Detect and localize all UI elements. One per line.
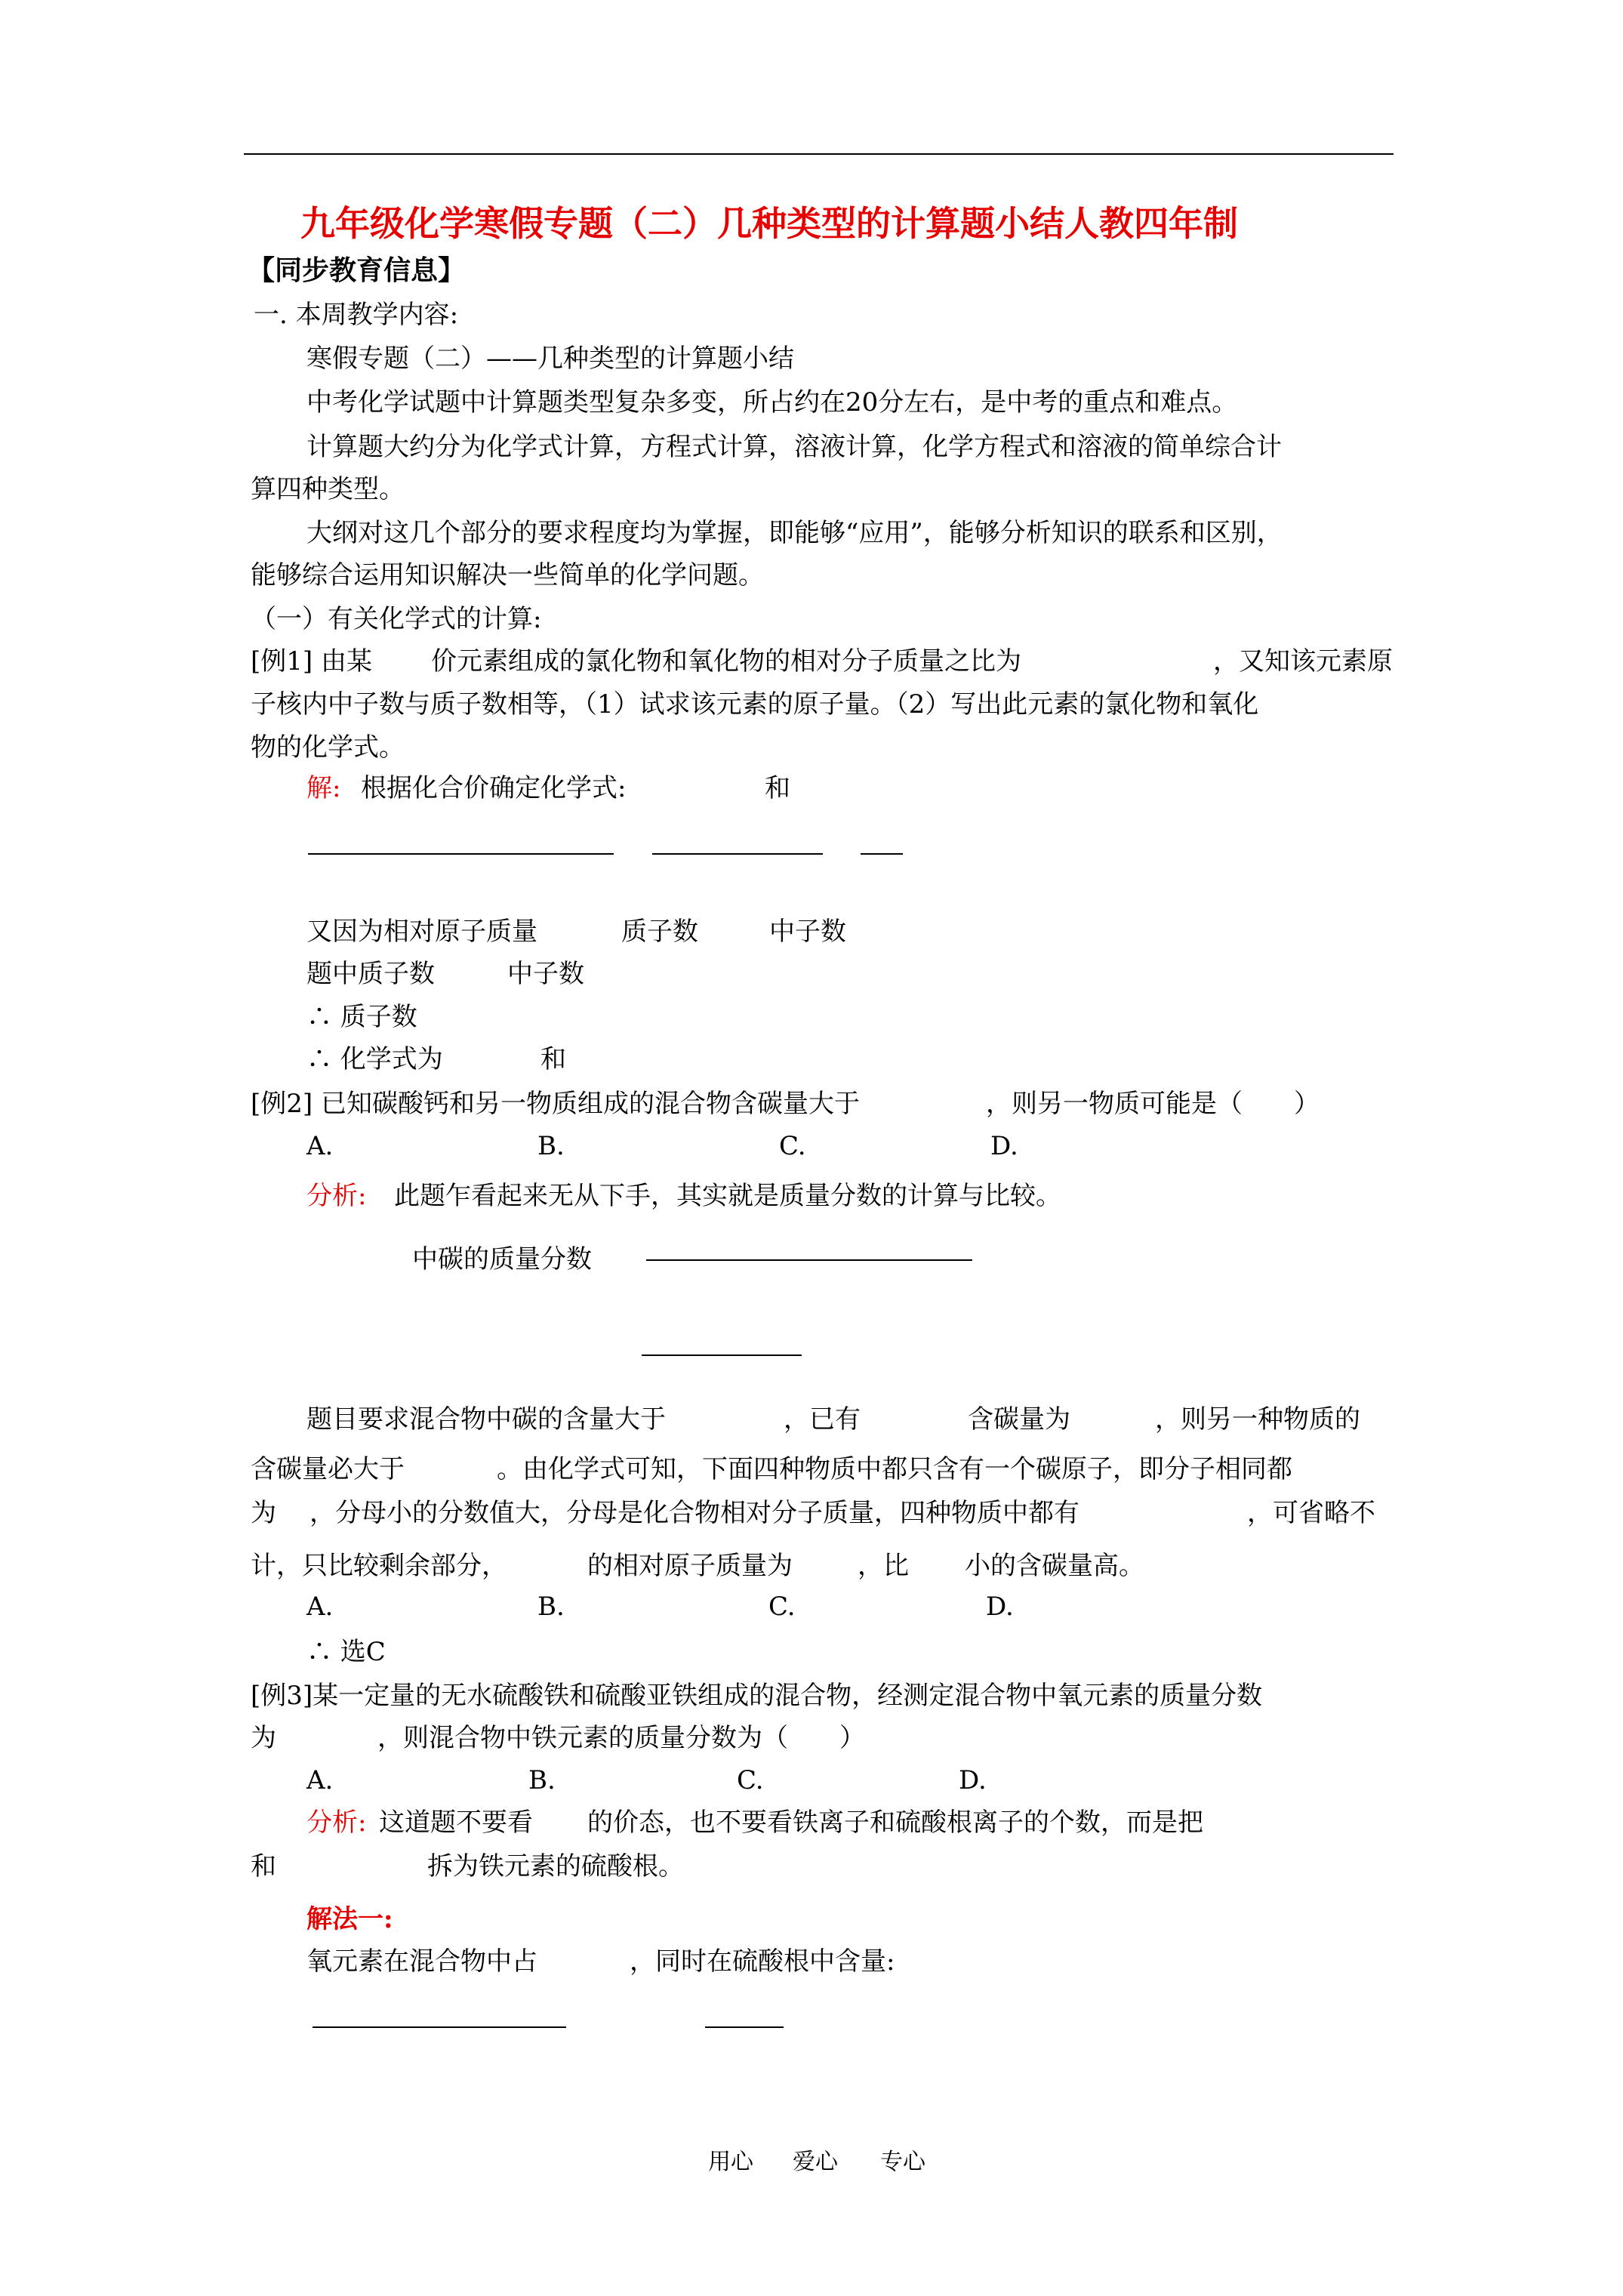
reason-line1: 又因为相对原子质量 <box>306 917 537 947</box>
subsection-heading: （一）有关化学式的计算: <box>251 604 542 634</box>
example2-para2a: 含碳量必大于 <box>251 1454 405 1484</box>
topic-line: 寒假专题（二）——几种类型的计算题小结 <box>306 344 794 374</box>
analysis-text: 此题乍看起来无从下手，其实就是质量分数的计算与比较。 <box>394 1181 1061 1211</box>
example3-line2a: 为 <box>251 1723 276 1753</box>
example2-para4c: ，比 <box>858 1551 909 1581</box>
page-title: 九年级化学寒假专题（二）几种类型的计算题小结人教四年制 <box>300 203 1238 244</box>
analysis-text-a: 这道题不要看 <box>379 1808 533 1838</box>
intro-paragraph-3b: 能够综合运用知识解决一些简单的化学问题。 <box>251 560 764 590</box>
option-b: B. <box>537 1592 565 1622</box>
example2-para1d: ，则另一种物质的 <box>1155 1404 1360 1435</box>
fraction-bar <box>705 2026 784 2028</box>
header-rule <box>244 153 1394 155</box>
option-c: C. <box>768 1592 796 1622</box>
reason-line1c: 中子数 <box>769 917 846 947</box>
analysis-label: 分析: <box>306 1181 367 1211</box>
solution-line1: 根据化合价确定化学式: <box>361 773 627 803</box>
fraction-bar <box>308 853 614 855</box>
intro-paragraph-1: 中考化学试题中计算题类型复杂多变，所占约在20分左右，是中考的重点和难点。 <box>306 387 1238 418</box>
carbon-fraction-label: 中碳的质量分数 <box>412 1244 592 1274</box>
analysis-text-b: 的价态，也不要看铁离子和硫酸根离子的个数，而是把 <box>587 1808 1203 1838</box>
option-d: D. <box>986 1592 1014 1622</box>
solution-method-label: 解法一: <box>306 1904 393 1934</box>
footer-word-1: 用心 <box>708 2149 753 2175</box>
solution-label: 解: <box>306 773 341 803</box>
example1-line1a: [例1] 由某 <box>251 646 372 676</box>
fraction-bar <box>861 853 903 855</box>
example2-line1a: [例2] 已知碳酸钙和另一物质组成的混合物含碳量大于 <box>251 1089 860 1119</box>
info-heading: 【同步教育信息】 <box>248 254 466 286</box>
analysis-label: 分析: <box>306 1808 367 1838</box>
example2-answer: ∴ 选C <box>306 1637 386 1667</box>
example1-line1c: ，又知该元素原 <box>1213 646 1393 676</box>
intro-paragraph-2a: 计算题大约分为化学式计算，方程式计算，溶液计算，化学方程式和溶液的简单综合计 <box>306 432 1282 462</box>
example2-para3a: 为 <box>251 1498 276 1528</box>
solution-line1a: 氧元素在混合物中占 <box>306 1946 537 1977</box>
option-d: D. <box>990 1131 1018 1161</box>
example1-line1b: 价元素组成的氯化物和氧化物的相对分子质量之比为 <box>431 646 1021 676</box>
example2-para3c: ，可省略不 <box>1247 1498 1375 1528</box>
option-a: A. <box>306 1765 334 1795</box>
option-b: B. <box>537 1131 565 1161</box>
option-d: D. <box>959 1765 987 1795</box>
reason-line1b: 质子数 <box>621 917 698 947</box>
example2-para3b: ，分母小的分数值大，分母是化合物相对分子质量，四种物质中都有 <box>310 1498 1079 1528</box>
reason-line2b: 中子数 <box>507 959 584 989</box>
option-c: C. <box>737 1765 764 1795</box>
fraction-bar <box>646 1259 972 1261</box>
intro-paragraph-2b: 算四种类型。 <box>251 474 405 504</box>
reason-line4b: 和 <box>540 1044 566 1074</box>
example2-para1b: ，已有 <box>784 1404 861 1435</box>
fraction-bar <box>313 2026 566 2028</box>
example1-line3: 物的化学式。 <box>251 732 405 763</box>
example2-para4d: 小的含碳量高。 <box>965 1551 1144 1581</box>
fraction-bar <box>652 853 823 855</box>
example3-line1: [例3]某一定量的无水硫酸铁和硫酸亚铁组成的混合物，经测定混合物中氧元素的质量分数 <box>251 1681 1263 1711</box>
example1-line2: 子核内中子数与质子数相等，（1）试求该元素的原子量。（2）写出此元素的氯化物和氧化 <box>251 689 1259 720</box>
reason-line3: ∴ 质子数 <box>306 1002 417 1032</box>
example2-para2b: 。由化学式可知，下面四种物质中都只含有一个碳原子，即分子相同都 <box>497 1454 1292 1484</box>
example2-para4a: 计，只比较剩余部分， <box>251 1551 507 1581</box>
footer-word-3: 专心 <box>880 2149 925 2175</box>
option-c: C. <box>779 1131 806 1161</box>
example2-para1a: 题目要求混合物中碳的含量大于 <box>306 1404 666 1435</box>
fraction-bar <box>642 1354 802 1356</box>
option-b: B. <box>528 1765 556 1795</box>
example2-para4b: 的相对原子质量为 <box>587 1551 793 1581</box>
example3-line2b: ，则混合物中铁元素的质量分数为（ ） <box>377 1723 865 1753</box>
footer-word-2: 爱心 <box>793 2149 838 2175</box>
option-a: A. <box>306 1131 334 1161</box>
section-heading: 一. 本周教学内容: <box>254 300 459 330</box>
reason-line2: 题中质子数 <box>306 959 435 989</box>
analysis-text-2b: 拆为铁元素的硫酸根。 <box>427 1851 684 1881</box>
solution-and: 和 <box>765 773 790 803</box>
analysis-text-2a: 和 <box>251 1851 276 1881</box>
solution-line1b: ，同时在硫酸根中含量: <box>630 1946 895 1977</box>
example2-para1c: 含碳量为 <box>968 1404 1070 1435</box>
intro-paragraph-3a: 大纲对这几个部分的要求程度均为掌握，即能够“应用”，能够分析知识的联系和区别， <box>306 518 1283 548</box>
option-a: A. <box>306 1592 334 1622</box>
reason-line4: ∴ 化学式为 <box>306 1044 443 1074</box>
example2-line1b: ，则另一物质可能是（ ） <box>986 1089 1320 1119</box>
